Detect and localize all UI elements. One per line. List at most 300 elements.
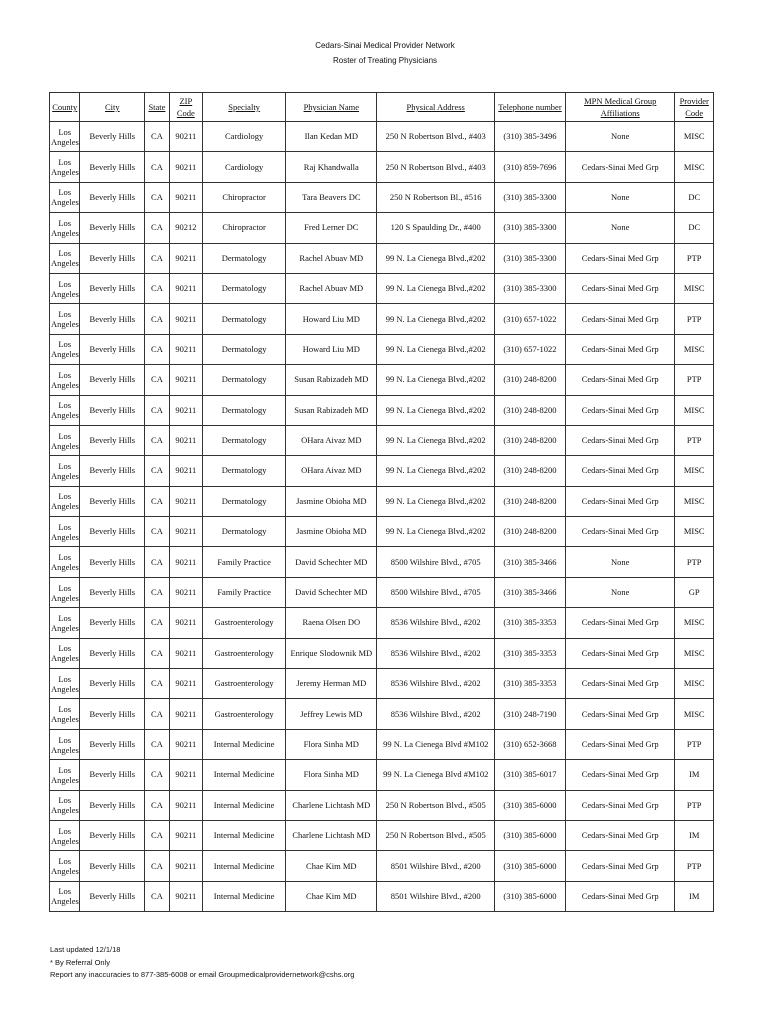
table-cell: Beverly Hills (80, 790, 145, 820)
table-cell: Cedars-Sinai Med Grp (565, 334, 674, 364)
table-cell: Susan Rabizadeh MD (286, 395, 377, 425)
table-cell: Los Angeles (50, 517, 80, 547)
table-cell: Beverly Hills (80, 638, 145, 668)
table-cell: Beverly Hills (80, 577, 145, 607)
table-cell: Cedars-Sinai Med Grp (565, 304, 674, 334)
table-cell: 90211 (169, 304, 202, 334)
table-cell: 90211 (169, 517, 202, 547)
table-cell: CA (145, 213, 169, 243)
column-header-label: Physical Address (406, 102, 465, 112)
table-cell: Cedars-Sinai Med Grp (565, 790, 674, 820)
table-cell: 90211 (169, 669, 202, 699)
table-cell: CA (145, 273, 169, 303)
column-header (80, 93, 145, 122)
table-cell: Beverly Hills (80, 851, 145, 881)
table-cell: Los Angeles (50, 790, 80, 820)
table-row (50, 243, 714, 273)
table-cell: 99 N. La Cienega Blvd.,#202 (377, 395, 495, 425)
table-row (50, 152, 714, 182)
table-cell: Los Angeles (50, 577, 80, 607)
table-cell: Beverly Hills (80, 486, 145, 516)
table-cell: 250 N Robertson Blvd., #505 (377, 790, 495, 820)
table-cell: Los Angeles (50, 395, 80, 425)
table-cell: Beverly Hills (80, 243, 145, 273)
column-header-label: City (105, 102, 120, 112)
table-cell: PTP (675, 790, 714, 820)
table-row (50, 273, 714, 303)
table-cell: Los Angeles (50, 334, 80, 364)
table-cell: Flora Sinha MD (286, 760, 377, 790)
column-header (286, 93, 377, 122)
table-cell: 90211 (169, 486, 202, 516)
table-cell: Cedars-Sinai Med Grp (565, 517, 674, 547)
table-cell: CA (145, 334, 169, 364)
table-cell: CA (145, 486, 169, 516)
table-cell: PTP (675, 243, 714, 273)
table-cell: (310) 657-1022 (495, 304, 566, 334)
table-cell: Los Angeles (50, 669, 80, 699)
table-cell: 90211 (169, 395, 202, 425)
table-cell: OHara Aivaz MD (286, 456, 377, 486)
column-header-label: Physician Name (303, 102, 360, 112)
table-cell: Dermatology (203, 273, 286, 303)
table-cell: Beverly Hills (80, 395, 145, 425)
table-cell: (310) 385-3353 (495, 669, 566, 699)
table-cell: 90211 (169, 577, 202, 607)
last-updated-note: Last updated 12/1/18 (50, 945, 121, 954)
table-cell: CA (145, 517, 169, 547)
document-footer (50, 944, 354, 982)
table-cell: 90211 (169, 243, 202, 273)
table-cell: None (565, 122, 674, 152)
table-cell: None (565, 182, 674, 212)
table-row (50, 669, 714, 699)
table-cell: CA (145, 243, 169, 273)
table-cell: CA (145, 881, 169, 911)
table-cell: Beverly Hills (80, 729, 145, 759)
table-cell: Enrique Slodownik MD (286, 638, 377, 668)
table-cell: (310) 385-3300 (495, 213, 566, 243)
table-cell: Charlene Lichtash MD (286, 820, 377, 850)
table-cell: 99 N. La Cienega Blvd.,#202 (377, 243, 495, 273)
table-cell: 8536 Wilshire Blvd., #202 (377, 608, 495, 638)
table-row (50, 699, 714, 729)
table-cell: 90211 (169, 729, 202, 759)
table-cell: Raena Olsen DO (286, 608, 377, 638)
table-cell: Los Angeles (50, 820, 80, 850)
table-cell: Cedars-Sinai Med Grp (565, 486, 674, 516)
table-cell: DC (675, 213, 714, 243)
table-cell: Beverly Hills (80, 608, 145, 638)
table-cell: PTP (675, 547, 714, 577)
table-cell: Los Angeles (50, 122, 80, 152)
table-row (50, 213, 714, 243)
column-header (377, 93, 495, 122)
table-cell: (310) 248-8200 (495, 365, 566, 395)
column-header (565, 93, 674, 122)
table-cell: Cardiology (203, 152, 286, 182)
table-cell: 90211 (169, 851, 202, 881)
table-cell: CA (145, 304, 169, 334)
table-cell: Beverly Hills (80, 699, 145, 729)
table-cell: Internal Medicine (203, 820, 286, 850)
roster-table (49, 92, 714, 912)
table-cell: Beverly Hills (80, 365, 145, 395)
table-row (50, 365, 714, 395)
table-cell: 90211 (169, 547, 202, 577)
table-cell: 99 N. La Cienega Blvd.,#202 (377, 486, 495, 516)
column-header-label: Specialty (228, 102, 260, 112)
table-row (50, 881, 714, 911)
table-cell: MISC (675, 486, 714, 516)
table-cell: CA (145, 790, 169, 820)
table-cell: 120 S Spaulding Dr., #400 (377, 213, 495, 243)
table-cell: Beverly Hills (80, 334, 145, 364)
table-cell: Dermatology (203, 243, 286, 273)
table-cell: Beverly Hills (80, 760, 145, 790)
table-cell: David Schechter MD (286, 547, 377, 577)
table-cell: 90211 (169, 881, 202, 911)
table-cell: Los Angeles (50, 304, 80, 334)
table-cell: None (565, 547, 674, 577)
column-header-label: Telephone number (498, 102, 562, 112)
table-cell: Dermatology (203, 425, 286, 455)
table-cell: Beverly Hills (80, 517, 145, 547)
table-cell: Beverly Hills (80, 152, 145, 182)
table-cell: Gastroenterology (203, 608, 286, 638)
table-cell: Cedars-Sinai Med Grp (565, 820, 674, 850)
table-cell: Los Angeles (50, 547, 80, 577)
table-cell: (310) 248-8200 (495, 486, 566, 516)
table-cell: Rachel Abuav MD (286, 243, 377, 273)
table-cell: Internal Medicine (203, 790, 286, 820)
table-cell: Jasmine Obioha MD (286, 517, 377, 547)
table-cell: CA (145, 547, 169, 577)
table-cell: Charlene Lichtash MD (286, 790, 377, 820)
table-cell: (310) 657-1022 (495, 334, 566, 364)
table-cell: 90211 (169, 334, 202, 364)
table-cell: Internal Medicine (203, 760, 286, 790)
table-cell: 250 N Robertson Bl., #516 (377, 182, 495, 212)
table-row (50, 334, 714, 364)
table-cell: Cedars-Sinai Med Grp (565, 273, 674, 303)
table-cell: Cedars-Sinai Med Grp (565, 638, 674, 668)
table-cell: 90211 (169, 638, 202, 668)
table-cell: Internal Medicine (203, 881, 286, 911)
table-cell: None (565, 213, 674, 243)
table-cell: (310) 248-7190 (495, 699, 566, 729)
table-row (50, 577, 714, 607)
table-cell: Raj Khandwalla (286, 152, 377, 182)
table-cell: CA (145, 820, 169, 850)
table-cell: CA (145, 577, 169, 607)
column-header-label: MPN Medical Group Affiliations (584, 96, 657, 118)
table-cell: Beverly Hills (80, 547, 145, 577)
table-cell: Cedars-Sinai Med Grp (565, 699, 674, 729)
table-cell: PTP (675, 425, 714, 455)
table-cell: 250 N Robertson Blvd., #403 (377, 152, 495, 182)
table-cell: MISC (675, 669, 714, 699)
table-cell: 90211 (169, 182, 202, 212)
table-cell: David Schechter MD (286, 577, 377, 607)
table-cell: MISC (675, 273, 714, 303)
table-cell: Los Angeles (50, 243, 80, 273)
table-cell: Beverly Hills (80, 273, 145, 303)
table-cell: (310) 385-3466 (495, 547, 566, 577)
table-cell: (310) 385-3300 (495, 273, 566, 303)
table-cell: Cedars-Sinai Med Grp (565, 152, 674, 182)
table-row (50, 517, 714, 547)
table-row (50, 729, 714, 759)
table-cell: 90211 (169, 699, 202, 729)
table-cell: (310) 385-6000 (495, 820, 566, 850)
table-cell: MISC (675, 608, 714, 638)
table-cell: 250 N Robertson Blvd., #403 (377, 122, 495, 152)
table-cell: Cedars-Sinai Med Grp (565, 851, 674, 881)
table-cell: 99 N. La Cienega Blvd #M102 (377, 729, 495, 759)
table-cell: Beverly Hills (80, 182, 145, 212)
table-cell: OHara Aivaz MD (286, 425, 377, 455)
table-cell: 99 N. La Cienega Blvd.,#202 (377, 517, 495, 547)
table-row (50, 395, 714, 425)
table-cell: MISC (675, 699, 714, 729)
table-cell: 8501 Wilshire Blvd., #200 (377, 851, 495, 881)
table-cell: Rachel Abuav MD (286, 273, 377, 303)
table-cell: MISC (675, 152, 714, 182)
table-cell: PTP (675, 729, 714, 759)
table-cell: Los Angeles (50, 881, 80, 911)
table-cell: MISC (675, 638, 714, 668)
table-cell: Dermatology (203, 456, 286, 486)
table-cell: Dermatology (203, 334, 286, 364)
table-row (50, 547, 714, 577)
table-cell: Dermatology (203, 486, 286, 516)
table-row (50, 425, 714, 455)
table-body (50, 122, 714, 912)
table-cell: Family Practice (203, 577, 286, 607)
table-cell: Chae Kim MD (286, 851, 377, 881)
table-cell: PTP (675, 851, 714, 881)
document-title: Cedars-Sinai Medical Provider Network (315, 41, 455, 50)
table-cell: Los Angeles (50, 365, 80, 395)
table-cell: Fred Lerner DC (286, 213, 377, 243)
table-cell: None (565, 577, 674, 607)
table-cell: PTP (675, 365, 714, 395)
table-cell: Cedars-Sinai Med Grp (565, 243, 674, 273)
table-cell: Beverly Hills (80, 820, 145, 850)
table-cell: 90211 (169, 760, 202, 790)
table-cell: (310) 385-6000 (495, 851, 566, 881)
table-cell: CA (145, 395, 169, 425)
table-cell: Dermatology (203, 517, 286, 547)
column-header (675, 93, 714, 122)
table-cell: (310) 385-6000 (495, 790, 566, 820)
table-cell: Jeremy Herman MD (286, 669, 377, 699)
table-cell: 8536 Wilshire Blvd., #202 (377, 638, 495, 668)
table-cell: Cedars-Sinai Med Grp (565, 608, 674, 638)
table-row (50, 122, 714, 152)
table-cell: Los Angeles (50, 213, 80, 243)
table-cell: 99 N. La Cienega Blvd.,#202 (377, 425, 495, 455)
referral-note: * By Referral Only (50, 957, 111, 967)
table-cell: (310) 385-3353 (495, 638, 566, 668)
table-cell: Cardiology (203, 122, 286, 152)
table-cell: (310) 385-3300 (495, 182, 566, 212)
table-cell: Beverly Hills (80, 122, 145, 152)
table-cell: (310) 248-8200 (495, 395, 566, 425)
column-header (145, 93, 169, 122)
table-cell: DC (675, 182, 714, 212)
table-cell: (310) 652-3668 (495, 729, 566, 759)
table-cell: CA (145, 122, 169, 152)
document-header (0, 38, 770, 68)
table-cell: Dermatology (203, 365, 286, 395)
table-cell: 99 N. La Cienega Blvd.,#202 (377, 334, 495, 364)
table-cell: PTP (675, 304, 714, 334)
table-cell: Beverly Hills (80, 456, 145, 486)
table-cell: Gastroenterology (203, 699, 286, 729)
table-cell: Jeffrey Lewis MD (286, 699, 377, 729)
table-row (50, 304, 714, 334)
table-row (50, 182, 714, 212)
table-cell: Flora Sinha MD (286, 729, 377, 759)
table-cell: Cedars-Sinai Med Grp (565, 456, 674, 486)
table-cell: CA (145, 365, 169, 395)
report-inaccuracies-note: Report any inaccuracies to 877-385-6008 or email Groupmedicalprovidernetwork@cshs.org (50, 970, 355, 979)
table-cell: (310) 859-7696 (495, 152, 566, 182)
table-cell: Internal Medicine (203, 729, 286, 759)
table-cell: MISC (675, 395, 714, 425)
table-cell: Los Angeles (50, 456, 80, 486)
table-cell: Los Angeles (50, 152, 80, 182)
table-row (50, 486, 714, 516)
table-cell: (310) 248-8200 (495, 425, 566, 455)
table-cell: CA (145, 182, 169, 212)
table-cell: Howard Liu MD (286, 304, 377, 334)
table-cell: CA (145, 851, 169, 881)
table-cell: Dermatology (203, 395, 286, 425)
table-cell: Internal Medicine (203, 851, 286, 881)
table-cell: Tara Beavers DC (286, 182, 377, 212)
table-cell: 90211 (169, 608, 202, 638)
table-row (50, 608, 714, 638)
table-cell: Beverly Hills (80, 213, 145, 243)
table-cell: IM (675, 760, 714, 790)
table-cell: MISC (675, 517, 714, 547)
table-cell: CA (145, 729, 169, 759)
table-cell: 90211 (169, 273, 202, 303)
table-cell: 8500 Wilshire Blvd., #705 (377, 577, 495, 607)
table-header-row (50, 93, 714, 122)
table-cell: Cedars-Sinai Med Grp (565, 729, 674, 759)
table-cell: (310) 248-8200 (495, 456, 566, 486)
column-header (495, 93, 566, 122)
table-cell: (310) 385-3353 (495, 608, 566, 638)
table-cell: 99 N. La Cienega Blvd #M102 (377, 760, 495, 790)
table-cell: 90212 (169, 213, 202, 243)
table-cell: (310) 248-8200 (495, 517, 566, 547)
column-header-label: ZIP Code (176, 96, 195, 118)
table-cell: Los Angeles (50, 182, 80, 212)
table-cell: Dermatology (203, 304, 286, 334)
column-header-label: County (52, 102, 78, 112)
table-row (50, 760, 714, 790)
column-header-label: Provider Code (679, 96, 709, 118)
table-cell: Los Angeles (50, 699, 80, 729)
table-cell: Beverly Hills (80, 669, 145, 699)
column-header (203, 93, 286, 122)
column-header (50, 93, 80, 122)
table-cell: 8536 Wilshire Blvd., #202 (377, 669, 495, 699)
table-cell: Los Angeles (50, 638, 80, 668)
table-cell: Los Angeles (50, 729, 80, 759)
table-cell: MISC (675, 456, 714, 486)
table-cell: Beverly Hills (80, 304, 145, 334)
table-cell: CA (145, 608, 169, 638)
table-cell: Chae Kim MD (286, 881, 377, 911)
table-cell: CA (145, 152, 169, 182)
table-cell: Chiropractor (203, 213, 286, 243)
table-row (50, 456, 714, 486)
table-cell: Los Angeles (50, 851, 80, 881)
table-cell: 250 N Robertson Blvd., #505 (377, 820, 495, 850)
table-cell: 90211 (169, 790, 202, 820)
table-cell: (310) 385-3496 (495, 122, 566, 152)
table-cell: (310) 385-6000 (495, 881, 566, 911)
table-cell: 99 N. La Cienega Blvd.,#202 (377, 304, 495, 334)
table-cell: Los Angeles (50, 486, 80, 516)
table-cell: Chiropractor (203, 182, 286, 212)
table-cell: (310) 385-3300 (495, 243, 566, 273)
table-cell: 8536 Wilshire Blvd., #202 (377, 699, 495, 729)
table-cell: Los Angeles (50, 760, 80, 790)
table-cell: Howard Liu MD (286, 334, 377, 364)
document-subtitle: Roster of Treating Physicians (332, 56, 438, 65)
table-row (50, 638, 714, 668)
table-cell: IM (675, 881, 714, 911)
table-cell: Cedars-Sinai Med Grp (565, 760, 674, 790)
table-cell: CA (145, 638, 169, 668)
table-cell: Ilan Kedan MD (286, 122, 377, 152)
table-cell: MISC (675, 122, 714, 152)
table-cell: (310) 385-6017 (495, 760, 566, 790)
table-cell: 8501 Wilshire Blvd., #200 (377, 881, 495, 911)
table-cell: 90211 (169, 152, 202, 182)
table-cell: 99 N. La Cienega Blvd.,#202 (377, 273, 495, 303)
table-cell: (310) 385-3466 (495, 577, 566, 607)
table-cell: Cedars-Sinai Med Grp (565, 425, 674, 455)
table-cell: 99 N. La Cienega Blvd.,#202 (377, 456, 495, 486)
table-cell: 99 N. La Cienega Blvd.,#202 (377, 365, 495, 395)
table-cell: 90211 (169, 122, 202, 152)
table-cell: 90211 (169, 365, 202, 395)
table-cell: CA (145, 699, 169, 729)
table-cell: Los Angeles (50, 425, 80, 455)
table-cell: Gastroenterology (203, 669, 286, 699)
table-cell: Cedars-Sinai Med Grp (565, 395, 674, 425)
column-header (169, 93, 202, 122)
table-cell: 90211 (169, 456, 202, 486)
column-header-label: State (148, 102, 166, 112)
table-row (50, 851, 714, 881)
table-cell: 8500 Wilshire Blvd., #705 (377, 547, 495, 577)
table-cell: Beverly Hills (80, 425, 145, 455)
table-cell: Gastroenterology (203, 638, 286, 668)
table-cell: GP (675, 577, 714, 607)
table-cell: 90211 (169, 425, 202, 455)
table-cell: IM (675, 820, 714, 850)
table-row (50, 790, 714, 820)
